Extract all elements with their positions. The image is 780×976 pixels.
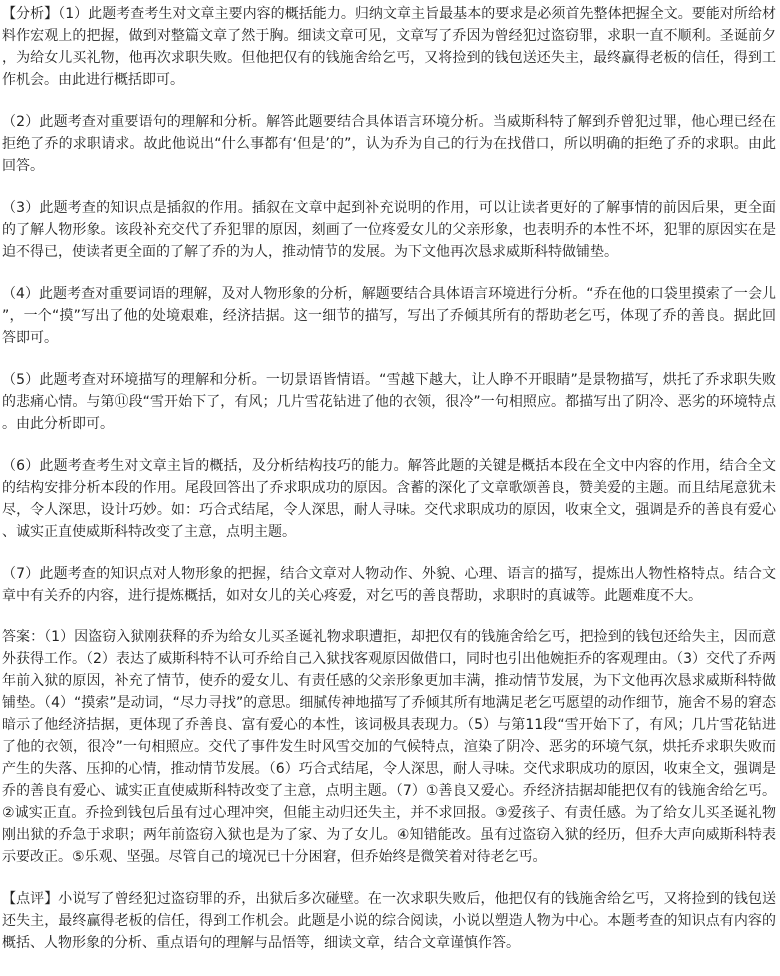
analysis-paragraph-6: （6）此题考查考生对文章主旨的概括，及分析结构技巧的能力。解答此题的关键是概括本段在全文中内容的作用，结合全文的结构安排分析本段的作用。尾段回答出了乔求职成功的原因。含蓄的深化了文章歌颂善良，赞美爱的主题。而且结尾意犹未尽，令人深思，设计巧妙。如：巧合式结尾，令人深思，耐人寻味。交代求职成功的原因，收束全文，强调是乔的善良有爱心、诚实正直使威斯科特改变了主意，点明主题。	[2, 458, 776, 540]
answer-paragraph: 答案：（1）因盗窃入狱刚获释的乔为给女儿买圣诞礼物求职遭拒，却把仅有的钱施舍给乞丐，把捡到的钱包还给失主，因而意外获得工作。（2）表达了威斯科特不认可乔给自己入狱找客观原因做借口，同时也引出他婉拒乔的客观理由。（3）交代了乔两年前入狱的原因，补充了情节，使乔的爱女儿、有责任感的父亲形象更加丰满，推动情节发展，为下文他再次恳求威斯科特做铺垫。（4）“摸索”是动词，“尽力寻找”的意思。细腻传神地描写了乔倾其所有地满足老乞丐愿望的动作细节，施舍不易的窘态暗示了他经济拮据，更体现了乔善良、富有爱心的本性，该词极具表现力。（5）与第11段“雪开始下了，有风；几片雪花钻进了他的衣领，很冷”一句相照应。交代了事件发生时风雪交加的气候特点，渲染了阴冷、恶劣的环境气氛，烘托乔求职失败而产生的失落、压抑的心情，推动情节发展。（6）巧合式结尾，令人深思，耐人寻味。交代求职成功的原因，收束全文，强调是乔的善良有爱心、诚实正直使威斯科特改变了主意，点明主题。（7）①善良又爱心。乔经济拮据却能把仅有的钱施舍给乞丐。②诚实正直。乔捡到钱包后虽有过心理冲突，但能主动归还失主，并不求回报。③爱孩子、有责任感。为了给女儿买圣诞礼物刚出狱的乔急于求职；两年前盗窃入狱也是为了家、为了女儿。④知错能改。虽有过盗窃入狱的经历，但乔大声向威斯科特表示要改正。⑤乐观、坚强。尽管自己的境况已十分困窘，但乔始终是微笑着对待老乞丐。	[2, 629, 776, 865]
analysis-paragraph-2: （2）此题考查对重要语句的理解和分析。解答此题要结合具体语言环境分析。当威斯科特了解到乔曾犯过罪，他心理已经在拒绝了乔的求职请求。故此他说出“什么事都有‘但是’的”，认为乔为自己的行为在找借口，所以明确的拒绝了乔的求职。由此回答。	[2, 114, 776, 174]
comment-paragraph: 【点评】小说写了曾经犯过盗窃罪的乔，出狱后多次碰壁。在一次求职失败后，他把仅有的钱施舍给乞丐，又将捡到的钱包送还失主，最终赢得老板的信任，得到工作机会。此题是小说的综合阅读，小说以塑造人物为中心。本题考查的知识点有内容的概括、人物形象的分析、重点语句的理解与品悟等，细读文章，结合文章谨慎作答。	[2, 891, 776, 951]
analysis-paragraph-4: （4）此题考查对重要词语的理解，及对人物形象的分析，解题要结合具体语言环境进行分析。“乔在他的口袋里摸索了一会儿”，一个“摸”写出了他的处境艰难，经济拮据。这一细节的描写，写出了乔倾其所有的帮助老乞丐，体现了乔的善良。据此回答即可。	[2, 286, 776, 346]
analysis-paragraph-1: 【分析】（1）此题考查考生对文章主要内容的概括能力。归纳文章主旨最基本的要求是必须首先整体把握全文。要能对所给材料作宏观上的把握，做到对整篇文章了然于胸。细读文章可见，文章写了乔因为曾经犯过盗窃罪，求职一直不顺利。圣诞前夕，为给女儿买礼物，他再次求职失败。但他把仅有的钱施舍给乞丐，又将捡到的钱包送还失主，最终赢得老板的信任，得到工作机会。由此进行概括即可。	[2, 6, 776, 88]
analysis-paragraph-5: （5）此题考查对环境描写的理解和分析。一切景语皆情语。“雪越下越大，让人睁不开眼睛”是景物描写，烘托了乔求职失败的悲痛心情。与第⑪段“雪开始下了，有风；几片雪花钻进了他的衣领，很冷”一句相照应。都描写出了阴冷、恶劣的环境特点。由此分析即可。	[2, 372, 776, 432]
analysis-paragraph-3: （3）此题考查的知识点是插叙的作用。插叙在文章中起到补充说明的作用，可以让读者更好的了解事情的前因后果，更全面的了解人物形象。该段补充交代了乔犯罪的原因，刻画了一位疼爱女儿的父亲形象，也表明乔的本性不坏，犯罪的原因实在是迫不得已，使读者更全面的了解了乔的为人，推动情节的发展。为下文他再次恳求威斯科特做铺垫。	[2, 200, 776, 260]
analysis-paragraph-7: （7）此题考查的知识点对人物形象的把握，结合文章对人物动作、外貌、心理、语言的描写，提炼出人物性格特点。结合文章中有关乔的内容，进行提炼概括，如对女儿的关心疼爱，对乞丐的善良帮助，求职时的真诚等。此题难度不大。	[2, 566, 776, 604]
